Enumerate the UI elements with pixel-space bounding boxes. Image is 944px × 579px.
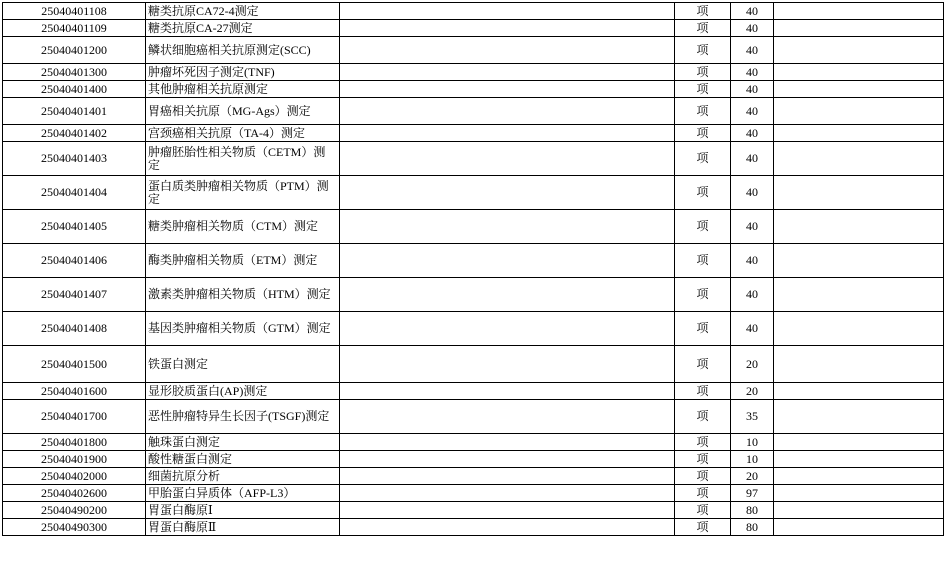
note-cell xyxy=(774,346,944,383)
price-cell: 10 xyxy=(731,434,774,451)
blank-cell xyxy=(340,81,675,98)
item-name-cell: 显形胶质蛋白(AP)测定 xyxy=(146,383,340,400)
item-name-cell: 基因类肿瘤相关物质（GTM）测定 xyxy=(146,312,340,346)
note-cell xyxy=(774,81,944,98)
price-cell: 40 xyxy=(731,210,774,244)
table-row xyxy=(3,210,944,244)
note-cell xyxy=(774,312,944,346)
item-name-cell: 铁蛋白测定 xyxy=(146,346,340,383)
price-cell: 40 xyxy=(731,176,774,210)
blank-cell xyxy=(340,519,675,536)
unit-cell: 项 xyxy=(675,312,731,346)
item-code-cell: 25040401406 xyxy=(3,244,146,278)
blank-cell xyxy=(340,210,675,244)
unit-cell: 项 xyxy=(675,400,731,434)
price-cell: 40 xyxy=(731,312,774,346)
table-row xyxy=(3,98,944,125)
blank-cell xyxy=(340,244,675,278)
note-cell xyxy=(774,176,944,210)
blank-cell xyxy=(340,64,675,81)
blank-cell xyxy=(340,346,675,383)
table-row xyxy=(3,176,944,210)
unit-cell: 项 xyxy=(675,210,731,244)
price-cell: 35 xyxy=(731,400,774,434)
note-cell xyxy=(774,400,944,434)
item-code-cell: 25040401900 xyxy=(3,451,146,468)
unit-cell: 项 xyxy=(675,64,731,81)
note-cell xyxy=(774,502,944,519)
unit-cell: 项 xyxy=(675,176,731,210)
unit-cell: 项 xyxy=(675,434,731,451)
price-cell: 40 xyxy=(731,81,774,98)
price-cell: 97 xyxy=(731,485,774,502)
price-cell: 40 xyxy=(731,142,774,176)
unit-cell: 项 xyxy=(675,485,731,502)
price-cell: 40 xyxy=(731,98,774,125)
unit-cell: 项 xyxy=(675,20,731,37)
note-cell xyxy=(774,142,944,176)
table-body xyxy=(3,3,944,536)
blank-cell xyxy=(340,502,675,519)
item-name-cell: 胃蛋白酶原Ⅰ xyxy=(146,502,340,519)
item-code-cell: 25040401405 xyxy=(3,210,146,244)
blank-cell xyxy=(340,125,675,142)
item-code-cell: 25040402000 xyxy=(3,468,146,485)
unit-cell: 项 xyxy=(675,81,731,98)
item-code-cell: 25040402600 xyxy=(3,485,146,502)
note-cell xyxy=(774,278,944,312)
table-row xyxy=(3,519,944,536)
price-cell: 40 xyxy=(731,20,774,37)
table-row xyxy=(3,468,944,485)
unit-cell: 项 xyxy=(675,383,731,400)
note-cell xyxy=(774,451,944,468)
blank-cell xyxy=(340,312,675,346)
note-cell xyxy=(774,37,944,64)
table-row xyxy=(3,400,944,434)
unit-cell: 项 xyxy=(675,468,731,485)
item-name-cell: 鳞状细胞癌相关抗原测定(SCC) xyxy=(146,37,340,64)
table-row xyxy=(3,81,944,98)
unit-cell: 项 xyxy=(675,142,731,176)
table-row xyxy=(3,346,944,383)
item-code-cell: 25040401600 xyxy=(3,383,146,400)
unit-cell: 项 xyxy=(675,3,731,20)
item-code-cell: 25040401401 xyxy=(3,98,146,125)
price-table xyxy=(2,2,944,536)
price-cell: 40 xyxy=(731,37,774,64)
table-row xyxy=(3,434,944,451)
item-name-cell: 糖类肿瘤相关物质（CTM）测定 xyxy=(146,210,340,244)
table-row xyxy=(3,312,944,346)
table-row xyxy=(3,20,944,37)
unit-cell: 项 xyxy=(675,98,731,125)
note-cell xyxy=(774,383,944,400)
item-code-cell: 25040401400 xyxy=(3,81,146,98)
item-name-cell: 激素类肿瘤相关物质（HTM）测定 xyxy=(146,278,340,312)
item-code-cell: 25040401700 xyxy=(3,400,146,434)
item-code-cell: 25040401500 xyxy=(3,346,146,383)
blank-cell xyxy=(340,3,675,20)
price-cell: 40 xyxy=(731,244,774,278)
item-name-cell: 其他肿瘤相关抗原测定 xyxy=(146,81,340,98)
unit-cell: 项 xyxy=(675,278,731,312)
table-row xyxy=(3,37,944,64)
blank-cell xyxy=(340,278,675,312)
note-cell xyxy=(774,125,944,142)
item-name-cell: 糖类抗原CA-27测定 xyxy=(146,20,340,37)
blank-cell xyxy=(340,434,675,451)
item-code-cell: 25040401300 xyxy=(3,64,146,81)
item-name-cell: 细菌抗原分析 xyxy=(146,468,340,485)
unit-cell: 项 xyxy=(675,37,731,64)
item-code-cell: 25040401109 xyxy=(3,20,146,37)
unit-cell: 项 xyxy=(675,346,731,383)
item-name-cell: 糖类抗原CA72-4测定 xyxy=(146,3,340,20)
unit-cell: 项 xyxy=(675,519,731,536)
price-cell: 40 xyxy=(731,3,774,20)
blank-cell xyxy=(340,400,675,434)
table-row xyxy=(3,451,944,468)
item-name-cell: 酸性糖蛋白测定 xyxy=(146,451,340,468)
unit-cell: 项 xyxy=(675,125,731,142)
price-cell: 80 xyxy=(731,502,774,519)
blank-cell xyxy=(340,468,675,485)
note-cell xyxy=(774,244,944,278)
table-row xyxy=(3,142,944,176)
item-code-cell: 25040401800 xyxy=(3,434,146,451)
blank-cell xyxy=(340,176,675,210)
price-cell: 20 xyxy=(731,468,774,485)
unit-cell: 项 xyxy=(675,502,731,519)
table-row xyxy=(3,278,944,312)
item-code-cell: 25040490300 xyxy=(3,519,146,536)
note-cell xyxy=(774,98,944,125)
item-name-cell: 胃蛋白酶原Ⅱ xyxy=(146,519,340,536)
note-cell xyxy=(774,485,944,502)
item-name-cell: 蛋白质类肿瘤相关物质（PTM）测定 xyxy=(146,176,340,210)
note-cell xyxy=(774,20,944,37)
blank-cell xyxy=(340,37,675,64)
blank-cell xyxy=(340,451,675,468)
price-cell: 40 xyxy=(731,125,774,142)
table-row xyxy=(3,502,944,519)
item-name-cell: 肿瘤坏死因子测定(TNF) xyxy=(146,64,340,81)
item-code-cell: 25040401108 xyxy=(3,3,146,20)
price-cell: 80 xyxy=(731,519,774,536)
price-cell: 20 xyxy=(731,383,774,400)
item-code-cell: 25040490200 xyxy=(3,502,146,519)
item-name-cell: 宫颈癌相关抗原（TA-4）测定 xyxy=(146,125,340,142)
table-row xyxy=(3,485,944,502)
table-row xyxy=(3,244,944,278)
blank-cell xyxy=(340,20,675,37)
item-name-cell: 酶类肿瘤相关物质（ETM）测定 xyxy=(146,244,340,278)
blank-cell xyxy=(340,142,675,176)
table-row xyxy=(3,125,944,142)
table-row xyxy=(3,383,944,400)
blank-cell xyxy=(340,383,675,400)
note-cell xyxy=(774,3,944,20)
note-cell xyxy=(774,434,944,451)
note-cell xyxy=(774,519,944,536)
item-code-cell: 25040401200 xyxy=(3,37,146,64)
item-code-cell: 25040401408 xyxy=(3,312,146,346)
item-name-cell: 胃癌相关抗原（MG-Ags）测定 xyxy=(146,98,340,125)
item-name-cell: 肿瘤胚胎性相关物质（CETM）测定 xyxy=(146,142,340,176)
price-cell: 10 xyxy=(731,451,774,468)
price-cell: 40 xyxy=(731,278,774,312)
item-code-cell: 25040401407 xyxy=(3,278,146,312)
unit-cell: 项 xyxy=(675,451,731,468)
note-cell xyxy=(774,210,944,244)
item-code-cell: 25040401404 xyxy=(3,176,146,210)
table-row xyxy=(3,3,944,20)
table-row xyxy=(3,64,944,81)
note-cell xyxy=(774,64,944,81)
item-code-cell: 25040401402 xyxy=(3,125,146,142)
item-name-cell: 甲胎蛋白异质体（AFP-L3） xyxy=(146,485,340,502)
price-cell: 20 xyxy=(731,346,774,383)
item-name-cell: 触珠蛋白测定 xyxy=(146,434,340,451)
price-cell: 40 xyxy=(731,64,774,81)
unit-cell: 项 xyxy=(675,244,731,278)
blank-cell xyxy=(340,98,675,125)
blank-cell xyxy=(340,485,675,502)
item-code-cell: 25040401403 xyxy=(3,142,146,176)
note-cell xyxy=(774,468,944,485)
item-name-cell: 恶性肿瘤特异生长因子(TSGF)测定 xyxy=(146,400,340,434)
